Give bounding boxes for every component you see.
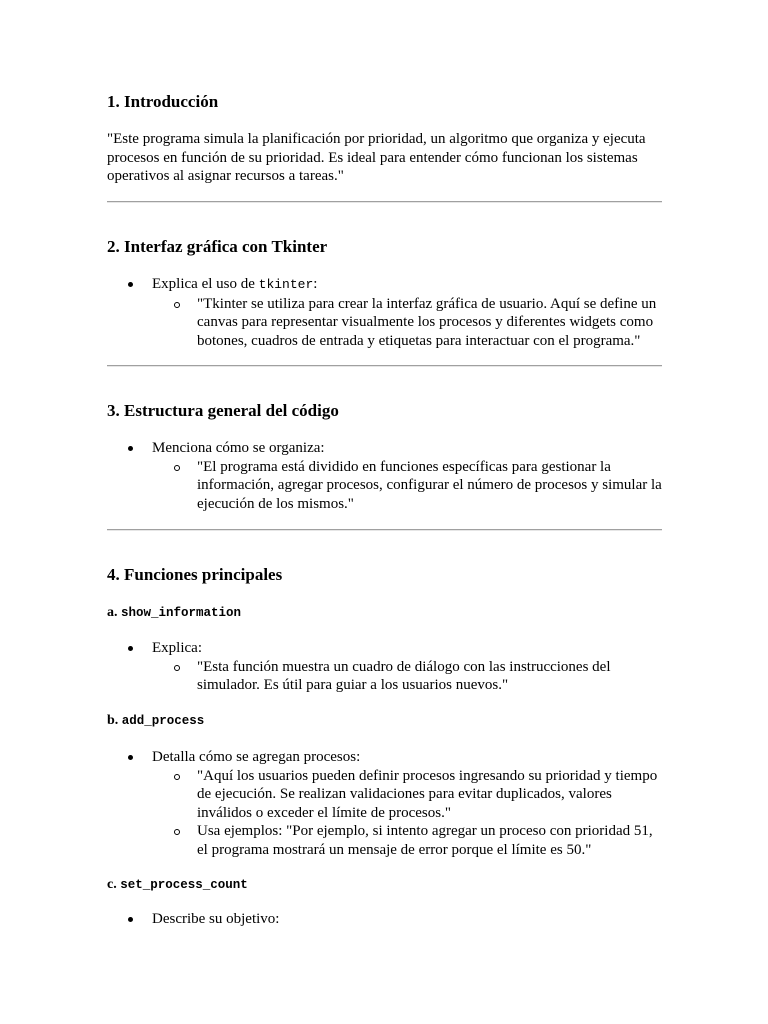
divider-3 [107, 529, 662, 531]
section-3-heading: 3. Estructura general del código [107, 401, 339, 420]
circle-bullet-icon [174, 829, 180, 835]
subsection-c-code: set_process_count [120, 878, 248, 892]
list-item [107, 639, 662, 658]
circle-bullet-icon [174, 774, 180, 780]
section-2-heading: 2. Interfaz gráfica con Tkinter [107, 237, 328, 256]
list-subitem [107, 658, 662, 695]
list-item [107, 439, 662, 458]
section-1-heading: 1. Introducción [107, 92, 219, 111]
subsection-a-label: a. [107, 605, 118, 620]
subsection-a-bullet-text: Explica: [152, 640, 202, 656]
section-2-list [107, 275, 662, 350]
subsection-b-sub-text-1: "Aquí los usuarios pueden definir procesos ingresando su prioridad y tiempo de ejecución. Se realizan validaciones para evitar duplicados, valores inválidos o exceder el límite de procesos." [197, 767, 658, 821]
subsection-b-sub-text-2: Usa ejemplos: "Por ejemplo, si intento agregar un proceso con prioridad 51, el programa mostrará un mensaje de error porque el límite es 50." [197, 823, 653, 858]
section-3-list [107, 439, 662, 513]
list-subitem [107, 822, 662, 859]
subsection-a-sub-text: "Esta función muestra un cuadro de diálogo con las instrucciones del simulador. Es útil para guiar a los usuarios nuevos." [197, 658, 611, 693]
subsection-c-label: c. [107, 877, 117, 892]
section-4-heading: 4. Funciones principales [107, 565, 283, 584]
circle-bullet-icon [174, 302, 180, 308]
list-item [107, 748, 662, 767]
subsection-b-code: add_process [121, 714, 205, 728]
bullet-icon [128, 755, 133, 760]
subsection-c-heading [107, 876, 248, 894]
divider-2 [107, 365, 662, 367]
subsection-a-list [107, 639, 662, 695]
section-3-bullet-text: Menciona cómo se organiza: [152, 440, 325, 456]
divider-1 [107, 201, 662, 203]
section-1-text: "Este programa simula la planificación por prioridad, un algoritmo que organiza y ejecuta procesos en función de su prioridad. Es ideal para entender cómo funcionan los sistemas operativos al asignar recursos a tareas." [107, 131, 646, 184]
subsection-b-heading [107, 712, 204, 730]
bullet-icon [128, 282, 133, 287]
list-subitem [107, 458, 662, 514]
subsection-b-bullet-text: Detalla cómo se agregan procesos: [152, 749, 361, 765]
section-3-sub-text: "El programa está dividido en funciones específicas para gestionar la información, agregar procesos, configurar el número de procesos y simular la ejecución de los mismos." [197, 458, 662, 512]
subsection-c-list [107, 910, 662, 929]
list-item [107, 275, 662, 295]
subsection-a-code: show_information [121, 606, 242, 620]
subsection-b-list [107, 748, 662, 859]
subsection-c-bullet-text: Describe su objetivo: [152, 911, 280, 927]
list-item [107, 910, 662, 929]
section-2-sub-text: "Tkinter se utiliza para crear la interfaz gráfica de usuario. Aquí se define un canvas para representar visualmente los procesos y diferentes widgets como botones, cuadros de entrada y etiquetas para interactuar con el programa." [197, 295, 657, 349]
bullet-icon [128, 917, 133, 922]
bullet-icon [128, 446, 133, 451]
list-subitem [107, 767, 662, 823]
section-2-bullet-text: Explica el uso de [152, 276, 259, 292]
list-subitem [107, 295, 662, 351]
circle-bullet-icon [174, 665, 180, 671]
section-2-bullet-suffix: : [313, 276, 318, 292]
section-2-bullet-code: tkinter [258, 277, 314, 292]
subsection-a-heading [107, 604, 241, 622]
bullet-icon [128, 646, 133, 651]
subsection-b-label: b. [107, 713, 119, 728]
circle-bullet-icon [174, 465, 180, 471]
